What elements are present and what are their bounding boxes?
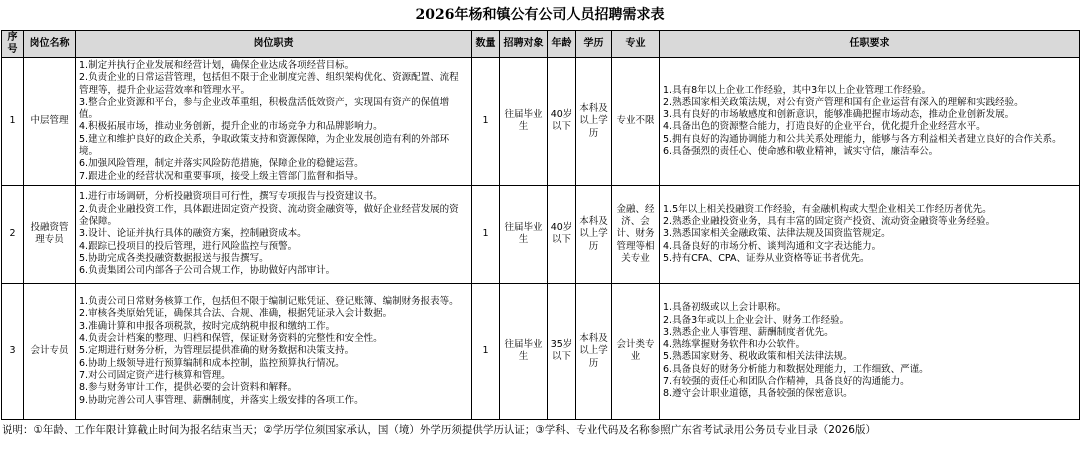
requirement-item: 2.熟悉企业融投资业务，具有丰富的固定资产投资、流动资金融资等业务经验。 [663,216,996,228]
row-requirements [660,185,1080,283]
table-row [2,185,1080,283]
row-major: 金融、经济、会计、财务管理等相关专业 [612,185,660,283]
requirement-item: 7.有较强的责任心和团队合作精神，具备良好的沟通能力。 [663,376,910,388]
duty-item: 3.设计、论证并执行具体的融资方案，控制融资成本。 [79,228,307,240]
footnote: 说明：①年龄、工作年限计算截止时间为报名结束当天；②学历学位须国家承认，国（境）外学历须提供学历认证；③学科、专业代码及名称参照广东省考试录用公务员专业目录（2026版） [2,423,876,436]
duty-item: 8.参与财务审计工作，提供必要的会计资料和解释。 [79,382,298,394]
requirement-item: 5.熟悉国家财务、税收政策和相关法律法规。 [663,351,853,363]
table-row [2,58,1080,186]
row-age: 40岁以下 [548,185,576,283]
header-major: 专业 [612,31,660,58]
requirement-item: 5.持有CFA、CPA、证券从业资格等证书者优先。 [663,252,870,264]
header-no: 序号 [2,31,24,58]
row-no: 2 [2,185,24,283]
header-age: 年龄 [548,31,576,58]
requirement-item: 6.具备强烈的责任心、使命感和敬业精神，诚实守信，廉洁奉公。 [663,146,939,158]
requirement-item: 2.具备3年或以上企业会计、财务工作经验。 [663,314,850,326]
duty-item: 1.负责公司日常财务核算工作，包括但不限于编制记账凭证、登记账簿、编制财务报表等。 [79,296,459,308]
requirement-item: 3.熟悉国家相关金融政策、法律法规及国资监管规定。 [663,228,891,240]
duty-item: 1.进行市场调研，分析投融资项目可行性，撰写专项报告与投资建议书。 [79,191,383,203]
requirement-item: 4.熟练掌握财务软件和办公软件。 [663,339,806,351]
duty-item: 5.定期进行财务分析，为管理层提供准确的财务数据和决策支持。 [79,345,355,357]
row-no: 3 [2,283,24,419]
header-target: 招聘对象 [500,31,548,58]
requirement-item: 2.熟悉国家相关政策法规，对公有资产管理和国有企业运营有深入的理解和实践经验。 [663,96,1024,108]
duty-item: 7.跟进企业的经营状况和重要事项，接受上级主管部门监督和指导。 [79,170,364,182]
row-requirements [660,58,1080,186]
row-age: 35岁以下 [548,283,576,419]
requirement-item: 8.遵守会计职业道德，具备较强的保密意识。 [663,388,853,400]
row-target: 往届毕业生 [500,58,548,186]
duty-item: 6.加强风险管理，制定并落实风险防范措施，保障企业的稳健运营。 [79,158,364,170]
duty-item: 5.协助完成各类投融资数据报送与报告撰写。 [79,252,269,264]
duty-item: 7.对公司固定资产进行核算和管理。 [79,369,231,381]
duty-item: 3.整合企业资源和平台，参与企业改革重组，积极盘活低效资产，实现国有资产的保值增值。 [79,96,450,121]
duty-item: 2.负责企业的日常运营管理，包括但不限于企业制度完善、组织架构优化、资源配置、流程管理等，提升企业运营效率和管理水平。 [79,72,459,96]
duty-item: 4.积极拓展市场，推动业务创新，提升企业的市场竞争力和品牌影响力。 [79,121,383,133]
requirement-item: 1.5年以上相关投融资工作经验，有金融机构或大型企业相关工作经历者优先。 [663,203,992,215]
row-duties [76,283,472,419]
header-requirements: 任职要求 [660,31,1080,58]
row-count: 1 [472,185,500,283]
duty-item: 5.建立和维护良好的政企关系，争取政策支持和资源保障，为企业发展创造有利的外部环境。 [79,133,450,158]
row-education: 本科及以上学历 [576,58,612,186]
row-education: 本科及以上学历 [576,185,612,283]
duty-item: 9.协助完善公司人事管理、薪酬制度，并落实上级安排的各项工作。 [79,394,364,406]
row-no: 1 [2,58,24,186]
row-requirements [660,283,1080,419]
row-target: 往届毕业生 [500,283,548,419]
duty-item: 1.制定并执行企业发展和经营计划，确保企业达成各项经营目标。 [79,60,355,71]
requirement-item: 5.拥有良好的沟通协调能力和公共关系处理能力，能够与各方利益相关者建立良好的合作关系。 [663,133,1062,145]
recruitment-table [1,30,1080,420]
row-duties [76,185,472,283]
duty-item: 2.负责企业融投资工作，具体跟进固定资产投资、流动资金融资等，做好企业经营发展的资金保障。 [79,203,459,228]
requirement-item: 6.具备良好的财务分析能力和数据处理能力，工作细致、严谨。 [663,363,929,375]
requirement-item: 3.具有良好的市场敏感度和创新意识，能够准确把握市场动态，推动企业创新发展。 [663,109,1015,121]
row-position: 中层管理 [24,58,76,186]
row-education: 本科及以上学历 [576,283,612,419]
header-count: 数量 [472,31,500,58]
row-duties [76,58,472,186]
row-major: 会计类专业 [612,283,660,419]
page-title: 2026年杨和镇公有公司人员招聘需求表 [415,7,665,23]
requirement-item: 4.具备出色的资源整合能力，打造良好的企业平台，优化提升企业经营水平。 [663,121,986,133]
row-major: 专业不限 [612,58,660,186]
duty-item: 6.负责集团公司内部各子公司合规工作，协助做好内部审计。 [79,265,336,277]
duty-item: 4.跟踪已投项目的投后管理，进行风险监控与预警。 [79,240,298,252]
duty-item: 6.协助上级领导进行预算编制和成本控制，监控预算执行情况。 [79,357,345,369]
requirement-item: 1.具有8年以上企业工作经验，其中3年以上企业管理工作经验。 [663,84,932,96]
duty-item: 2.审核各类原始凭证，确保其合法、合规、准确，根据凭证录入会计数据。 [79,308,393,320]
header-position: 岗位名称 [24,31,76,58]
row-count: 1 [472,283,500,419]
requirement-item: 3.熟悉企业人事管理、薪酬制度者优先。 [663,326,834,338]
row-count: 1 [472,58,500,186]
header-education: 学历 [576,31,612,58]
table-row [2,283,1080,419]
row-position: 会计专员 [24,283,76,419]
row-age: 40岁以下 [548,58,576,186]
requirement-item: 4.具备良好的市场分析、谈判沟通和文字表达能力。 [663,240,882,252]
header-row [2,31,1080,58]
row-target: 往届毕业生 [500,185,548,283]
duty-item: 3.准确计算和申报各项税款，按时完成纳税申报和缴纳工作。 [79,320,336,332]
row-position: 投融资管理专员 [24,185,76,283]
header-duties: 岗位职责 [76,31,472,58]
requirement-item: 1.具备初级或以上会计职称。 [663,302,787,314]
duty-item: 4.负责会计档案的整理、归档和保管，保证财务资料的完整性和安全性。 [79,333,383,345]
